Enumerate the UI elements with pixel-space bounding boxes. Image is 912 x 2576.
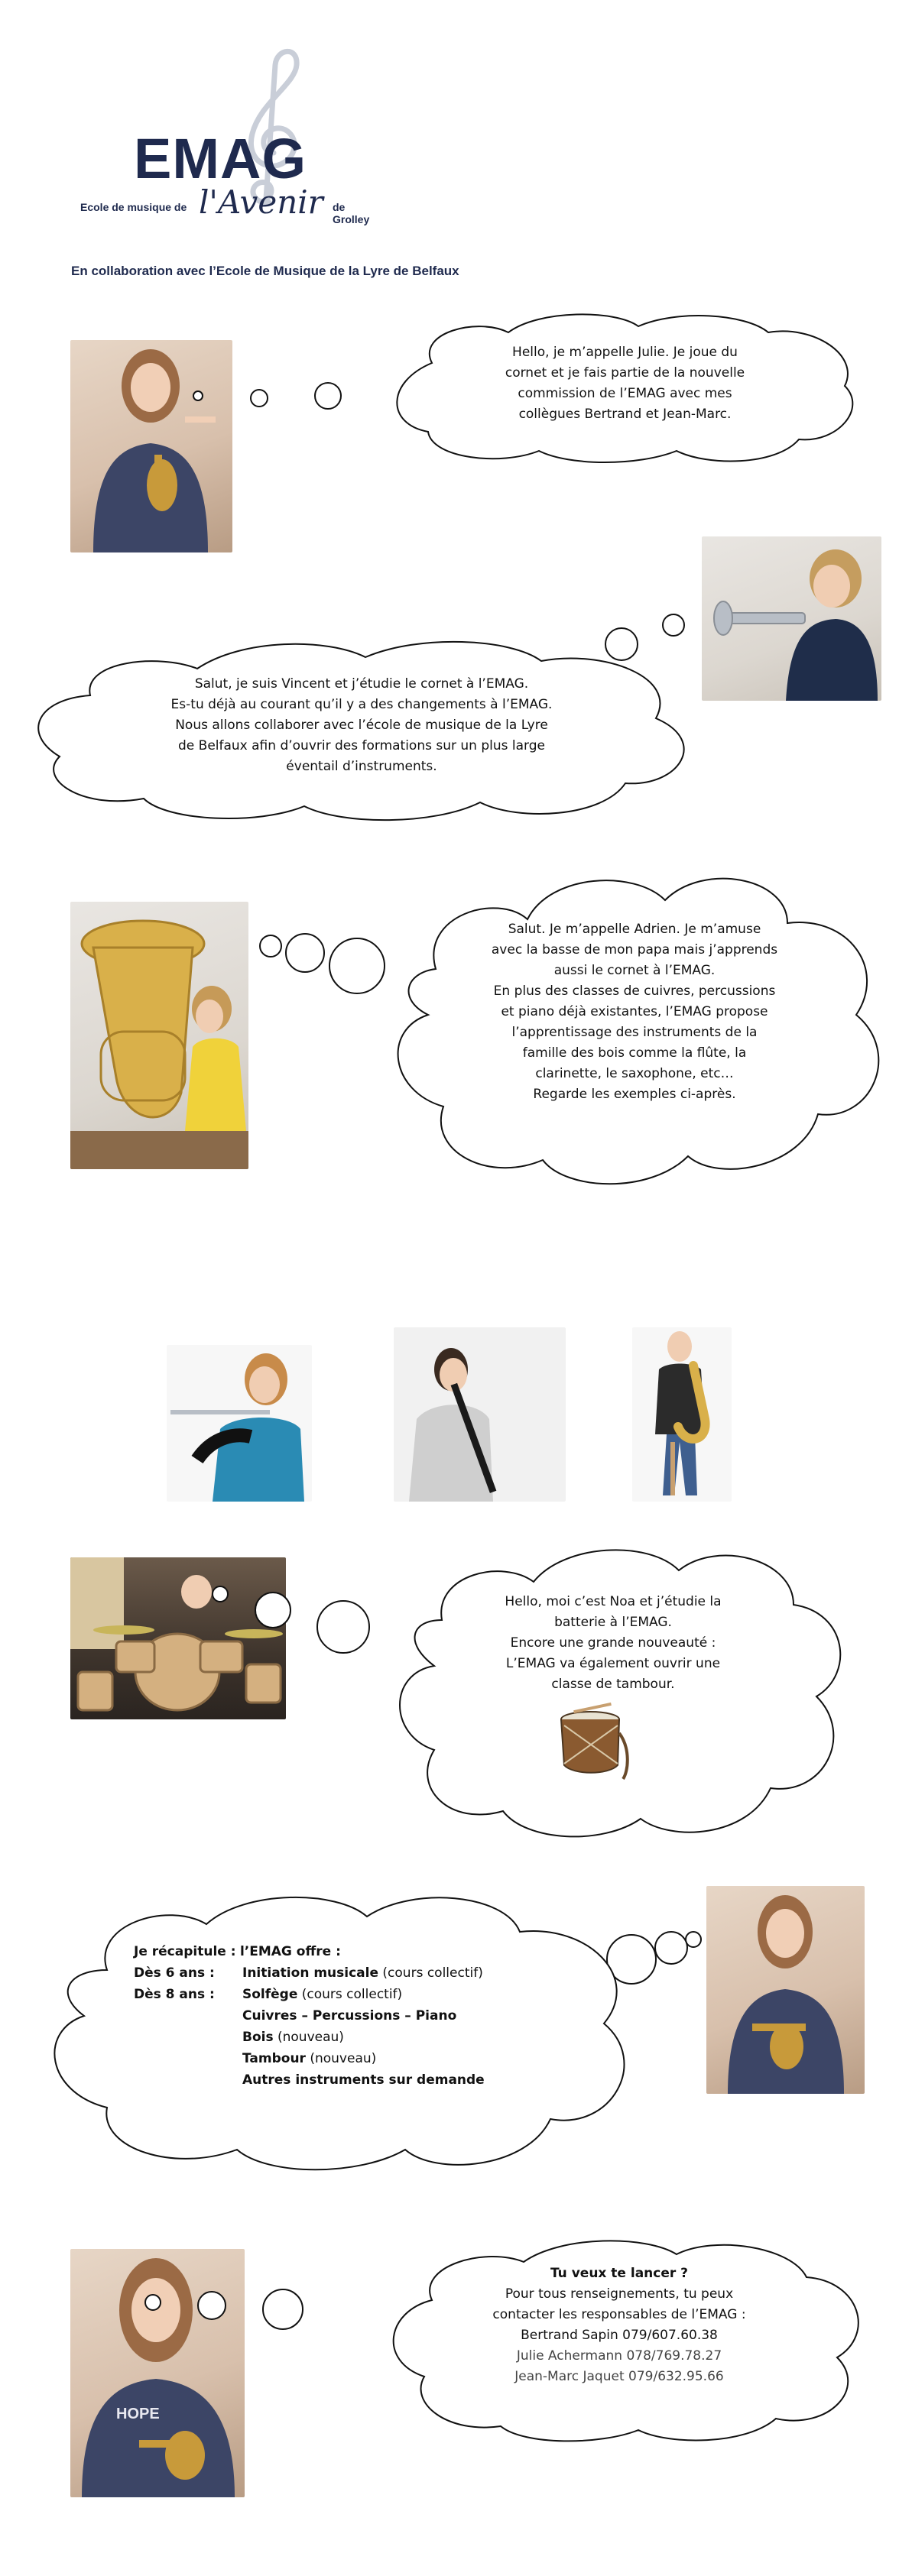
vincent-speech-cloud xyxy=(21,634,702,825)
vincent-line-1: Salut, je suis Vincent et j’étudie le cornet à l’EMAG. xyxy=(194,676,529,692)
julie-line-2: cornet et je fais partie de la nouvelle xyxy=(505,365,745,381)
thought-bubble-large xyxy=(262,2289,303,2330)
recap-tambour-note: (nouveau) xyxy=(310,2051,377,2066)
recap-age8-course: Solfège xyxy=(242,1987,298,2002)
recap-age6-note: (cours collectif) xyxy=(382,1965,483,1981)
contact-person-1: Bertrand Sapin 079/607.60.38 xyxy=(521,2328,718,2343)
vincent-line-4: de Belfaux afin d’ouvrir des formations sur un plus large xyxy=(178,738,545,753)
contact-person-2: Julie Achermann 078/769.78.27 xyxy=(516,2348,722,2364)
thought-bubble-small xyxy=(144,2294,161,2311)
vincent-line-2: Es-tu déjà au courant qu’il y a des changements à l’EMAG. xyxy=(170,697,553,712)
recap-intro-label: Je récapitule : xyxy=(134,1944,236,1959)
clarinet-player-photo xyxy=(394,1327,566,1502)
vincent-line-5: éventail d’instruments. xyxy=(286,759,437,774)
julie-line-1: Hello, je m’appelle Julie. Je joue du xyxy=(512,345,738,360)
noa-line-4: L’EMAG va également ouvrir une xyxy=(505,1656,721,1671)
logo xyxy=(76,42,382,241)
recap-autres: Autres instruments sur demande xyxy=(242,2072,485,2088)
thought-bubble-large xyxy=(316,1600,370,1654)
logo-brand: EMAG xyxy=(134,127,307,190)
julie-photo-3 xyxy=(70,2249,245,2497)
thought-bubble-small xyxy=(212,1586,229,1602)
julie-photo xyxy=(70,340,232,552)
svg-text:HOPE: HOPE xyxy=(116,2406,160,2422)
julie-line-3: commission de l’EMAG avec mes xyxy=(518,386,732,401)
logo-script: l'Avenir xyxy=(199,183,323,221)
thought-bubble-medium xyxy=(255,1592,291,1628)
adrien-line-8: clarinette, le saxophone, etc… xyxy=(535,1066,734,1081)
julie-photo-2 xyxy=(706,1886,865,2094)
recap-age8-note: (cours collectif) xyxy=(301,1987,403,2002)
adrien-line-1: Salut. Je m’appelle Adrien. Je m’amuse xyxy=(508,922,761,937)
snare-drum-icon xyxy=(558,1703,631,1783)
noa-photo xyxy=(70,1557,286,1719)
thought-bubble-medium xyxy=(654,1931,688,1965)
adrien-line-3: aussi le cornet à l’EMAG. xyxy=(553,963,716,978)
saxophone-player-photo xyxy=(632,1327,732,1502)
recap-instruments: Cuivres – Percussions – Piano xyxy=(242,2008,457,2024)
recap-tambour: Tambour xyxy=(242,2051,306,2066)
noa-speech-cloud xyxy=(381,1536,845,1845)
thought-bubble-medium xyxy=(285,933,325,973)
thought-bubble-small xyxy=(662,614,685,637)
adrien-line-4: En plus des classes de cuivres, percussions xyxy=(493,983,776,999)
collaboration-line: En collaboration avec l’Ecole de Musique de la Lyre de Belfaux xyxy=(71,264,459,278)
noa-line-3: Encore une grande nouveauté : xyxy=(510,1635,716,1651)
contact-title: Tu veux te lancer ? xyxy=(550,2266,689,2281)
recap-age8-label: Dès 8 ans : xyxy=(134,1987,215,2002)
recap-bois-note: (nouveau) xyxy=(277,2030,344,2045)
adrien-line-9: Regarde les exemples ci-après. xyxy=(533,1087,736,1102)
recap-age6-label: Dès 6 ans : xyxy=(134,1965,215,1981)
vincent-photo xyxy=(702,536,881,701)
recap-intro-value: l’EMAG offre : xyxy=(239,1944,341,1959)
adrien-photo xyxy=(70,902,248,1169)
adrien-line-5: et piano déjà existantes, l’EMAG propose xyxy=(501,1004,768,1019)
contact-person-3: Jean-Marc Jaquet 079/632.95.66 xyxy=(514,2369,724,2384)
thought-bubble-medium xyxy=(250,389,268,407)
thought-bubble-medium xyxy=(197,2291,226,2320)
noa-line-2: batterie à l’EMAG. xyxy=(554,1615,672,1630)
adrien-line-7: famille des bois comme la flûte, la xyxy=(522,1045,747,1061)
julie-line-4: collègues Bertrand et Jean-Marc. xyxy=(518,407,732,422)
contact-line-1: Pour tous renseignements, tu peux xyxy=(505,2286,734,2302)
thought-bubble-large xyxy=(314,382,342,410)
logo-school-prefix: Ecole de musique de xyxy=(80,201,187,213)
adrien-line-2: avec la basse de mon papa mais j’apprends xyxy=(491,942,778,957)
vincent-line-3: Nous allons collaborer avec l’école de musique de la Lyre xyxy=(175,718,548,733)
thought-bubble-small xyxy=(193,390,203,401)
logo-school-suffix: de Grolley xyxy=(333,201,370,225)
adrien-line-6: l’apprentissage des instruments de la xyxy=(511,1025,758,1040)
flute-player-photo xyxy=(167,1345,312,1502)
julie-speech-cloud xyxy=(386,309,864,466)
recap-bois: Bois xyxy=(242,2030,274,2045)
adrien-speech-cloud xyxy=(375,862,894,1194)
noa-line-5: classe de tambour. xyxy=(551,1677,675,1692)
recap-list xyxy=(134,1941,485,2091)
noa-line-1: Hello, moi c’est Noa et j’étudie la xyxy=(505,1594,722,1609)
thought-bubble-small xyxy=(259,935,282,957)
contact-line-2: contacter les responsables de l’EMAG : xyxy=(492,2307,746,2322)
contact-speech-cloud xyxy=(378,2235,860,2445)
recap-age6-course: Initiation musicale xyxy=(242,1965,379,1981)
